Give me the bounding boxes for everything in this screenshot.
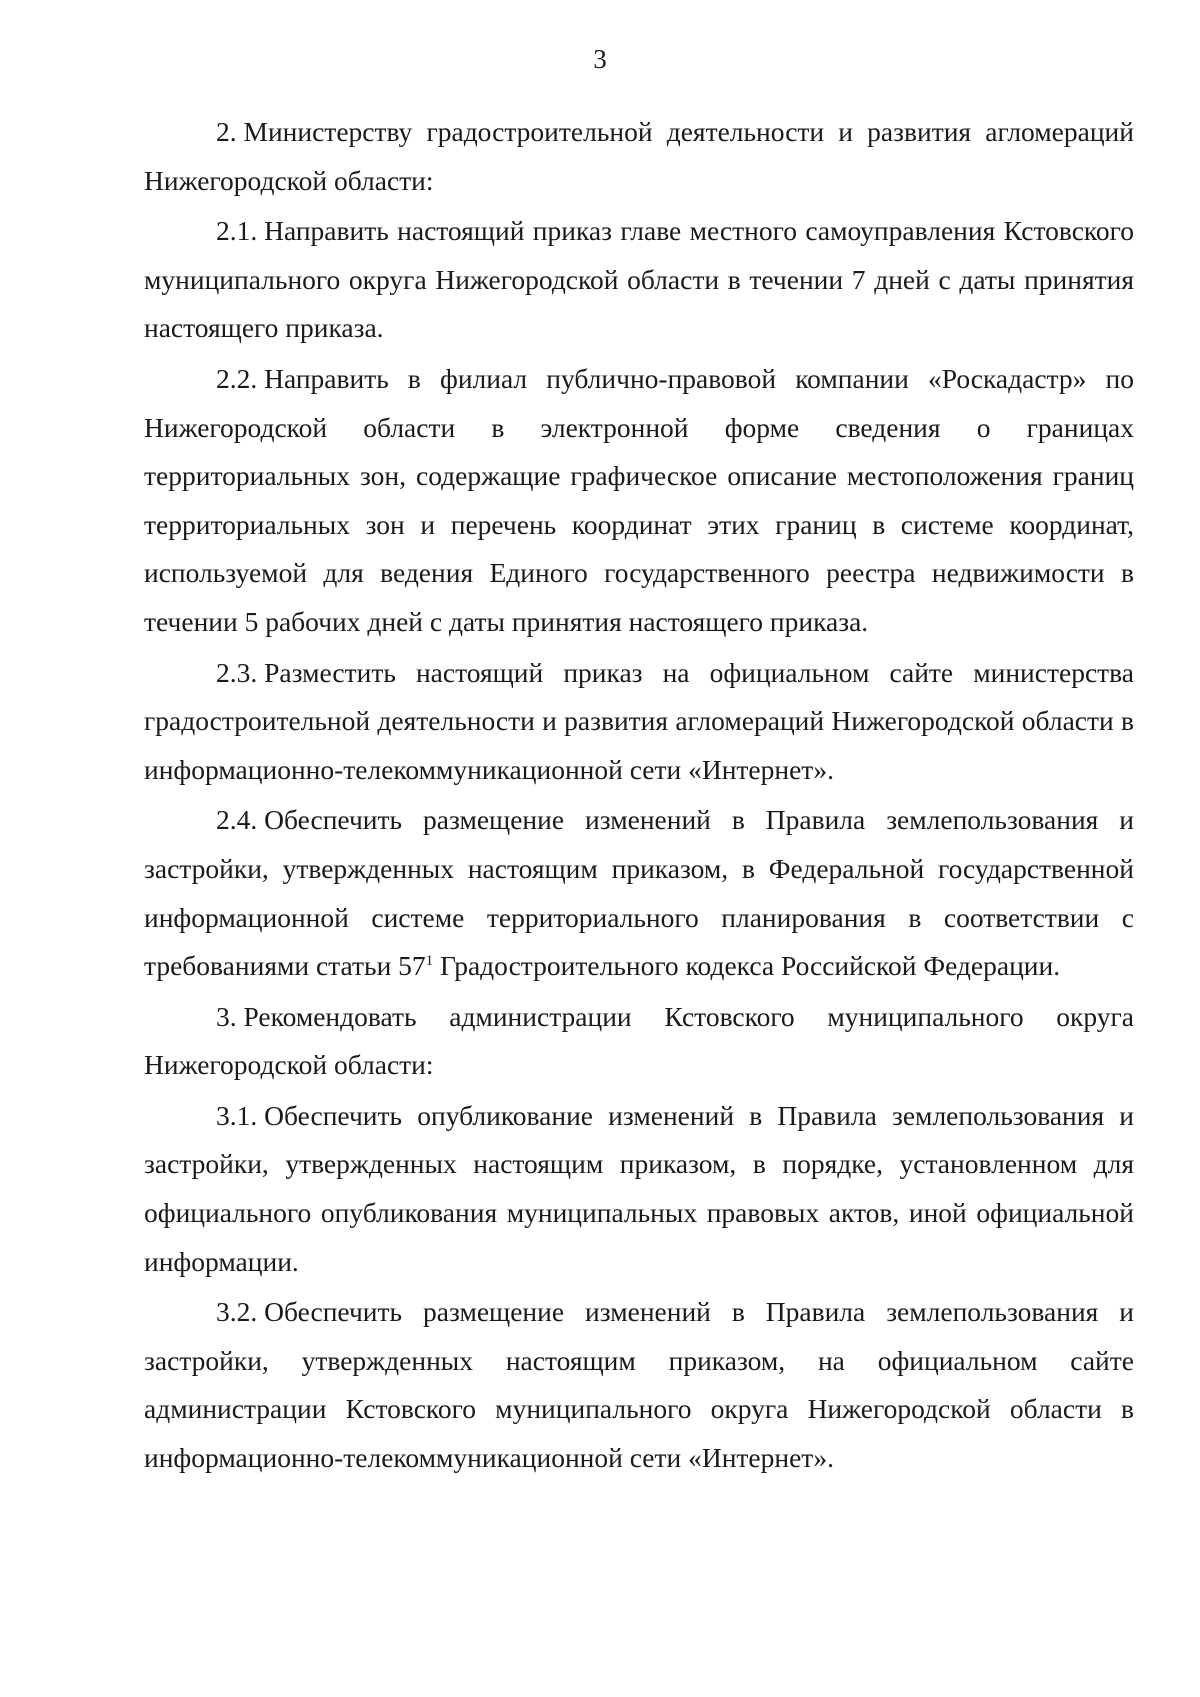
paragraph-3 <box>144 993 1134 1090</box>
paragraph-number: 2.2. <box>216 362 258 394</box>
paragraph-number: 3.2. <box>216 1296 258 1328</box>
article-superscript: 1 <box>425 952 434 969</box>
paragraph-2-4 <box>144 796 1134 990</box>
paragraph-text: Рекомендовать администрации Кстовского муниципального округа Нижегородской области: <box>144 1000 1134 1081</box>
paragraph-number: 2.1. <box>216 215 258 247</box>
paragraph-text-continued: Градостроительного кодекса Российской Федерации. <box>433 950 1061 982</box>
paragraph-text: Направить в филиал публично-правовой компании «Роскадастр» по Нижегородской области в электронной форме сведения о границах территориальных зон, содержащие графическое описание местоположения границ территориальных зон и перечень координат этих границ в системе координат, используемой для ведения Единого государственного реестра недвижимости в течении 5 рабочих дней с даты принятия настоящего приказа. <box>144 362 1134 637</box>
paragraph-2 <box>144 108 1134 205</box>
paragraph-2-3 <box>144 649 1134 795</box>
paragraph-number: 3.1. <box>216 1099 258 1131</box>
paragraph-number: 2.4. <box>216 804 258 836</box>
document-body <box>144 108 1134 1485</box>
paragraph-text: Направить настоящий приказ главе местного самоуправления Кстовского муниципального округа Нижегородской области в течении 7 дней с даты принятия настоящего приказа. <box>144 215 1134 344</box>
paragraph-text: Обеспечить размещение изменений в Правила землепользования и застройки, утвержденных настоящим приказом, на официальном сайте администрации Кстовского муниципального округа Нижегородской области в информационно-телекоммуникационной сети «Интернет». <box>144 1296 1134 1474</box>
paragraph-number: 3. <box>216 1000 237 1032</box>
page-number: 3 <box>593 44 607 74</box>
paragraph-2-1 <box>144 207 1134 353</box>
paragraph-text: Обеспечить размещение изменений в Правила землепользования и застройки, утвержденных настоящим приказом, в Федеральной государственной информационной системе территориального планирования в соответствии с требованиями статьи 57 <box>144 804 1134 982</box>
paragraph-number: 2.3. <box>216 656 258 688</box>
paragraph-number: 2. <box>216 116 237 147</box>
paragraph-text: Разместить настоящий приказ на официальном сайте министерства градостроительной деятельности и развития агломераций Нижегородской области в информационно-телекоммуникационной сети «Интернет». <box>144 656 1134 785</box>
paragraph-text: Министерству градостроительной деятельности и развития агломераций Нижегородской области: <box>144 116 1134 196</box>
paragraph-3-2 <box>144 1288 1134 1482</box>
paragraph-2-2 <box>144 355 1134 647</box>
paragraph-text: Обеспечить опубликование изменений в Правила землепользования и застройки, утвержденных настоящим приказом, в порядке, установленном для официального опубликования муниципальных правовых актов, иной официальной информации. <box>144 1099 1134 1277</box>
paragraph-3-1 <box>144 1092 1134 1286</box>
